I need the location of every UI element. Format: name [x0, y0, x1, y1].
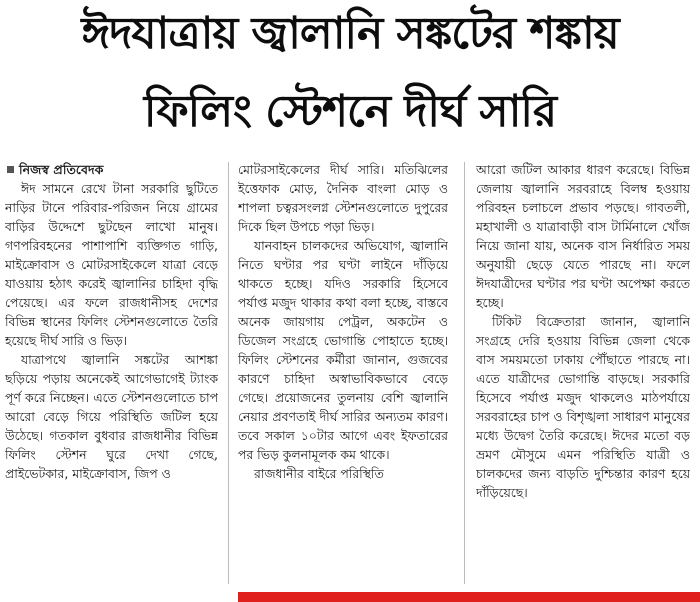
paragraph: মোটরসাইকেলের দীর্ঘ সারি। মতিঝিলের ইত্তেফাক মোড়, দৈনিক বাংলা মোড় ও শাপলা চত্বরসংলগ্ন স্টেশনগুলোতে দুপুরের দিকে ছিল উপচে পড়া ভিড়।: [238, 162, 448, 234]
paragraph: ঈদ সামনে রেখে টানা সরকারি ছুটিতে নাড়ির টানে পরিবার-পরিজন নিয়ে গ্রামের বাড়ির উদ্দেশে ছুটছেন লাখো মানুষ। গণপরিবহনের পাশাপাশি ব্যক্তিগত গাড়ি, মাইক্রোবাস ও মোটরসাইকেলে যাত্রা বেড়ে যাওয়ায় হঠাৎ করেই জ্বালানির চাহিদা বৃদ্ধি পেয়েছে। এর ফলে রাজধানীসহ দেশের বিভিন্ন স্থানের ফিলিং স্টেশনগুলোতে তৈরি হয়েছে দীর্ঘ সারি ও ভিড়।: [5, 181, 218, 348]
paragraph: যানবাহন চালকদের অভিযোগ, জ্বালানি নিতে ঘণ্টার পর ঘণ্টা লাইনে দাঁড়িয়ে থাকতে হচ্ছে। যদিও সরকারি হিসেবে পর্যাপ্ত মজুদ থাকার কথা বলা হচ্ছে, বাস্তবে অনেক জায়গায় পেট্রল, অকটেন ও ডিজেল সংগ্রহে ভোগান্তি পোহাতে হচ্ছে। ফিলিং স্টেশনের কর্মীরা জানান, গুজবের কারণে চাহিদা অস্বাভাবিকভাবে বেড়ে গেছে। প্রয়োজনের তুলনায় বেশি জ্বালানি নেয়ার প্রবণতাই দীর্ঘ সারির অন্যতম কারণ। তবে সকাল ১০টার আগে এবং ইফতারের পর ভিড় কুলনামূলক কম থাকে।: [238, 238, 448, 462]
cropped-text-fragment: [30, 592, 140, 602]
paragraph: রাজধানীর বাইরে পরিস্থিতি: [254, 466, 384, 481]
article-column-1: [5, 160, 218, 590]
square-bullet-icon: [7, 166, 14, 173]
byline: [5, 160, 218, 179]
headline-line-1: ঈদযাত্রায় জ্বালানি সঙ্কটের শঙ্কায়: [81, 8, 619, 59]
article-column-2: [238, 160, 448, 590]
column-divider: [228, 162, 229, 584]
byline-text: নিজস্ব প্রতিবেদক: [19, 162, 104, 177]
paragraph: আরো জটিল আকার ধারণ করেছে। বিভিন্ন জেলায় জ্বালানি সরবরাহে বিলম্ব হওয়ায় পরিবহন চলাচলে প্রভাব পড়ছে। গাবতলী, মহাখালী ও যাত্রাবাড়ী বাস টার্মিনালে খোঁজ নিয়ে জানা যায়, অনেক বাস নির্ধারিত সময় অনুযায়ী ছেড়ে যেতে পারছে না। ফলে ঈদযাত্রীদের ঘণ্টার পর ঘণ্টা অপেক্ষা করতে হচ্ছে।: [476, 162, 690, 310]
headline-line-2: ফিলিং স্টেশনে দীর্ঘ সারি: [143, 86, 557, 137]
paragraph: যাত্রাপথে জ্বালানি সঙ্কটের আশঙ্কা ছড়িয়ে পড়ায় অনেকেই আগেভাগেই ট্যাংক পূর্ণ করে নিচ্ছেন। এতে স্টেশনগুলোতে চাপ আরো বেড়ে গিয়ে পরিস্থিতি জটিল হয়ে উঠেছে। গতকাল বুধবার রাজধানীর বিভিন্ন ফিলিং স্টেশন ঘুরে দেখা গেছে, প্রাইভেটকার, মাইক্রোবাস, জিপ ও: [5, 352, 218, 481]
paragraph: টিকিট বিক্রেতারা জানান, জ্বালানি সংগ্রহে দেরি হওয়ায় বিভিন্ন জেলা থেকে বাস সময়মতো ঢাকায় পৌঁছাতে পারছে না। এতে যাত্রীদের ভোগান্তি বাড়ছে। সরকারি হিসেবে পর্যাপ্ত মজুদ থাকলেও মাঠপর্যায়ে সরবরাহের চাপ ও বিশৃঙ্খলা সাধারণ মানুষের মধ্যে উদ্বেগ তৈরি করেছে। ঈদের মতো বড় ভ্রমণ মৌসুমে এমন পরিস্থিতি যাত্রী ও চালকদের জন্য বাড়তি দুশ্চিন্তার কারণ হয়ে দাঁড়িয়েছে।: [476, 314, 690, 500]
red-accent-bar: [238, 592, 700, 602]
article-column-3: [476, 160, 690, 590]
column-divider: [464, 162, 465, 584]
